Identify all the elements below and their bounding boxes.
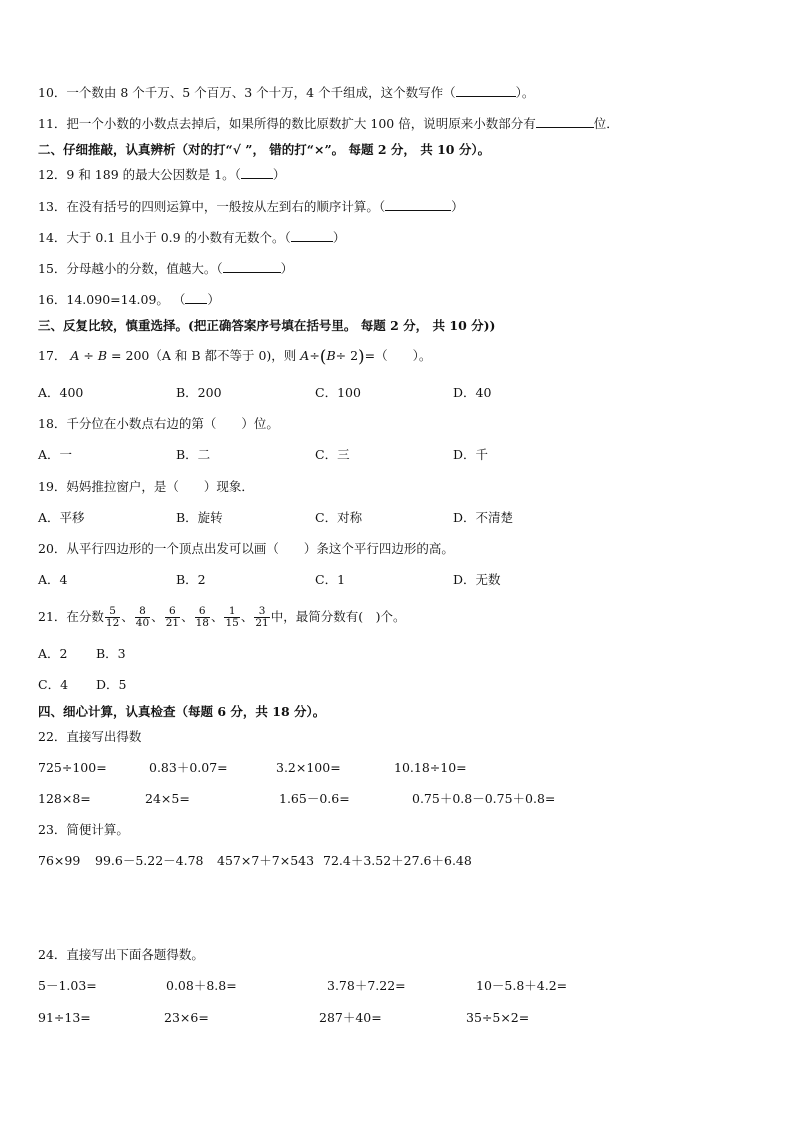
option-b[interactable]: B．200 [176,385,222,400]
question-text: 21．在分数 [38,609,104,624]
option-d[interactable]: D．40 [453,385,492,400]
question-text: 大于 0.1 且小于 0.9 的小数有无数个。（ [66,230,291,245]
math-divide-two: ÷ 2 [335,348,359,363]
question-23-title: 23．简便计算。 [38,822,129,837]
calc-item: 0.83＋0.07= [149,760,228,775]
option-b[interactable]: B．二 [176,447,211,462]
section-2-heading: 二、仔细推敲，认真辨析（对的打“√ ”， 错的打“×”。 每题 2 分， 共 10 分）。 [38,142,491,157]
question-text: 14.090=14.09。 （ [66,292,186,307]
calc-item: 3.78＋7.22= [327,978,406,993]
numerator: 3 [254,606,269,618]
question-number: 12． [38,167,67,182]
answer-blank[interactable] [223,260,281,273]
question-number: 10． [38,85,67,100]
question-end: ） [272,167,286,182]
calc-item: 128×8= [38,791,91,806]
question-number: 13． [38,199,67,214]
numerator: 5 [105,606,120,618]
question-17 [38,348,431,365]
question-end: =（ ）。 [364,348,432,363]
numerator: 8 [135,606,150,618]
question-21 [38,602,406,632]
question-number: 11． [38,116,67,131]
separator: 、 [181,609,194,624]
calc-item: 23×6= [164,1010,209,1025]
question-text: 分母越小的分数，值越大。（ [66,261,223,276]
answer-blank[interactable] [385,198,451,211]
option-a[interactable]: A．2 [38,646,68,661]
option-d[interactable]: D．5 [96,677,127,692]
math-var-a: A [300,348,310,363]
numerator: 6 [195,606,210,618]
calc-item: 3.2×100= [276,760,341,775]
calc-item: 10－5.8＋4.2= [476,978,568,993]
calc-item: 72.4＋3.52＋27.6＋6.48 [323,853,472,868]
separator: 、 [121,609,134,624]
option-b[interactable]: B．旋转 [176,510,223,525]
option-a[interactable]: A．400 [38,385,84,400]
question-end: ） [207,292,220,307]
option-d[interactable]: D．千 [453,447,489,462]
option-d[interactable]: D．无数 [453,572,501,587]
question-text: 9 和 189 的最大公因数是 1。（ [66,167,241,182]
question-18: 18．千分位在小数点右边的第（ ）位。 [38,416,279,431]
question-19: 19．妈妈推拉窗户，是（ ）现象． [38,479,254,494]
question-number: 17． [38,348,67,363]
answer-blank[interactable] [185,291,207,304]
numerator: 6 [165,606,180,618]
calc-item: 457×7＋7×543 [217,853,315,868]
math-var-b: B [97,348,108,363]
fraction [224,606,239,629]
denominator: 21 [255,617,269,629]
option-b[interactable]: B．2 [176,572,206,587]
denominator: 12 [105,617,120,629]
math-var-b: B [326,348,336,363]
question-11 [38,115,619,132]
denominator: 21 [165,617,180,629]
calc-item: 76×99 [38,853,81,868]
question-14 [38,229,345,246]
calc-item: 24×5= [145,791,190,806]
question-22-title: 22．直接写出得数 [38,729,142,744]
question-end: ） [332,230,346,245]
calc-item: 0.75＋0.8－0.75＋0.8= [412,791,556,806]
option-c[interactable]: C．1 [315,572,346,587]
option-c[interactable]: C．对称 [315,510,363,525]
math-divide: ÷ [83,348,94,363]
math-divide: ÷ [309,348,320,363]
question-24-title: 24．直接写出下面各题得数。 [38,947,204,962]
denominator: 18 [195,617,209,629]
option-a[interactable]: A．平移 [38,510,85,525]
calc-item: 725÷100= [38,760,107,775]
option-d[interactable]: D．不清楚 [453,510,514,525]
calc-item: 35÷5×2= [466,1010,530,1025]
answer-blank[interactable] [241,166,273,179]
numerator: 1 [224,606,239,618]
fraction [254,606,269,629]
math-paren-right: ) [358,347,365,367]
question-16 [38,291,220,308]
question-number: 16． [38,292,67,307]
option-c[interactable]: C．4 [38,677,69,692]
question-15 [38,260,293,277]
calc-item: 5－1.03= [38,978,97,993]
option-c[interactable]: C．100 [315,385,361,400]
question-20: 20．从平行四边形的一个顶点出发可以画（ ）条这个平行四边形的高。 [38,541,454,556]
answer-blank[interactable] [456,84,516,97]
question-13 [38,198,464,215]
separator: 、 [151,609,164,624]
section-3-heading: 三、反复比较，慎重选择。(把正确答案序号填在括号里。 每题 2 分， 共 10 分)) [38,318,496,333]
calc-item: 0.08＋8.8= [166,978,237,993]
option-a[interactable]: A．4 [38,572,68,587]
denominator: 40 [135,617,150,629]
fraction [135,606,150,629]
answer-blank[interactable] [291,229,333,242]
question-end: 位． [593,116,619,131]
question-text: 在没有括号的四则运算中，一般按从左到右的顺序计算。（ [66,199,386,214]
calc-item: 287＋40= [319,1010,382,1025]
question-end: ） [280,261,294,276]
denominator: 15 [225,617,239,629]
calc-item: 1.65－0.6= [279,791,350,806]
calc-item: 10.18÷10= [394,760,467,775]
option-a[interactable]: A．一 [38,447,73,462]
question-number: 14． [38,230,67,245]
math-var-a: A [70,348,80,363]
calc-item: 91÷13= [38,1010,91,1025]
calc-item: 99.6－5.22－4.78 [95,853,204,868]
answer-blank[interactable] [536,115,594,128]
question-number: 15． [38,261,67,276]
question-end: ）。 [515,85,535,100]
question-text: 一个数由 8 个千万、5 个百万、3 个十万，4 个千组成，这个数写作（ [66,85,456,100]
question-end: 中，最简分数有( )个。 [270,609,406,624]
fraction [195,606,210,629]
question-text: = 200（A 和 B 都不等于 0)，则 [111,348,297,363]
question-12 [38,166,285,183]
option-c[interactable]: C．三 [315,447,350,462]
fraction [105,606,120,629]
section-4-heading: 四、细心计算，认真检查（每题 6 分，共 18 分）。 [38,704,326,719]
option-b[interactable]: B．3 [96,646,126,661]
math-paren-left: ( [319,347,327,367]
fraction [165,606,180,629]
question-text: 把一个小数的小数点去掉后，如果所得的数比原数扩大 100 倍，说明原来小数部分有 [66,116,536,131]
question-10 [38,84,534,101]
separator: 、 [240,609,254,624]
question-end: ） [451,199,464,214]
separator: 、 [210,609,224,624]
